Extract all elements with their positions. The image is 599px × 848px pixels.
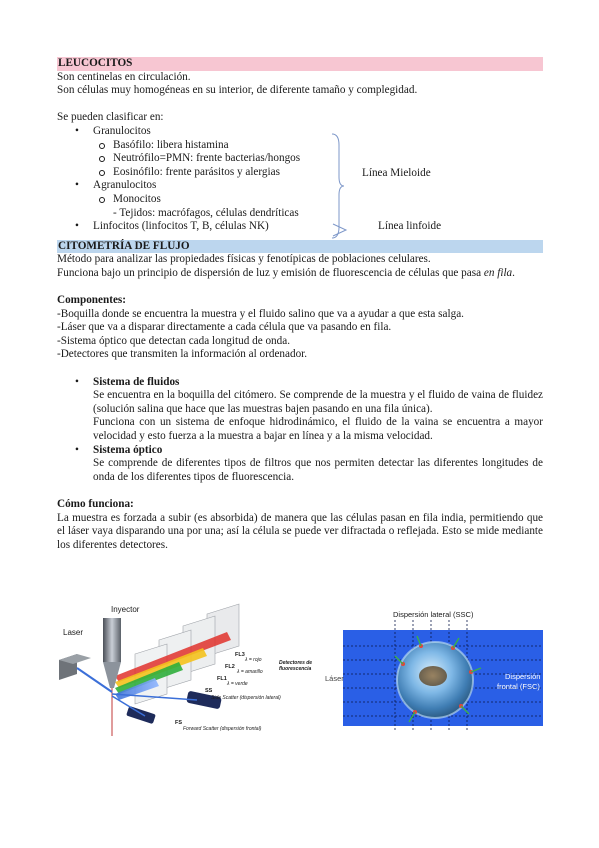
paragraph: Se pueden clasificar en: [57,111,164,124]
list-subitem: Basófilo: libera histamina [57,139,543,153]
subheading-como-funciona: Cómo funciona: [57,498,134,510]
fsc-label-line1: Dispersión [505,672,541,681]
list-item-sistema-optico: • Sistema óptico Se comprende de diferentes tipos de filtros que nos permiten detectar las diferentes longitudes de onda de los diferentes tipos de fluorescencia. [75,443,543,483]
component-item: -Láser que va a disparar directamente a cada célula que va pasando en fila. [57,321,392,334]
ss-label: SS [205,688,213,694]
side-scatter-label: Side Scatter (dispersión lateral) [211,695,281,701]
fs-label: FS [175,720,183,726]
cytometer-illustration [57,602,317,738]
paragraph: Son células muy homogéneas en su interior, de diferente tamaño y complegidad. [57,84,418,97]
list-subitem: Eosinófilo: frente parásitos y alergias [57,166,543,180]
list-item: • Agranulocitos [57,179,543,193]
document-page [57,57,543,552]
linea-mieloide-label: Línea Mieloide [362,166,431,179]
paragraph: Método para analizar las propiedades físicas y fenotípicas de poblaciones celulares. [57,253,431,266]
cell-scatter-illustration [325,602,543,738]
fl2-label: FL2 [225,664,235,670]
linfoide-arrow [332,223,348,237]
detectores-label: Detectores de fluorescencia [279,660,313,672]
classification-list [57,125,543,234]
component-item: -Detectores que transmiten la información al ordenador. [57,348,308,361]
linea-linfoide-label: Línea linfoide [378,219,442,232]
paragraph: La muestra es forzada a subir (es absorbida) de manera que las células pasan en fila india, permitiendo que el láser vaya disparando una por una; así la célula se puede ver difractada o reflejada. Esto se mide mediante los diferentes detectores. [57,511,543,551]
fl3-label: FL3 [235,652,245,658]
list-subitem: - Tejidos: macrófagos, células dendríticas [113,206,299,219]
list-subitem: Monocitos [57,193,543,207]
figures-row [57,602,543,738]
ssc-label: Dispersión lateral (SSC) [393,610,474,619]
section-title-leucocitos: LEUCOCITOS [57,57,543,71]
subheading-componentes: Componentes: [57,294,126,307]
lambda-amarillo-label: λ = amarillo [237,669,263,675]
fl1-label: FL1 [217,676,227,682]
forward-scatter-label: Forward Scatter (dispersión frontal) [183,726,262,732]
component-item: -Boquilla donde se encuentra la muestra y el fluido salino que va a ayudar a que esta salga. [57,307,464,320]
list-item-sistema-fluidos: • Sistema de fluidos Se encuentra en la boquilla del citómero. Se comprende de la muestra y el fluido de vaina de fluidez (solución salina que hace que las muestras bajen pasando en una fila única). Funciona con un sistema de enfoque hidrodinámico, el fluido de la vaina se encuentra a mayor velocidad y esto fuerza a la muestra a bajar en línea y a la misma velocidad. [75,375,543,443]
lambda-rojo-label: λ = rojo [245,657,262,663]
paragraph: Son centinelas en circulación. [57,70,191,83]
cell-scatter-figure [325,602,543,738]
laser-label: Láser [325,674,344,683]
component-item: -Sistema óptico que detectan cada longitud de onda. [57,334,290,347]
list-item: • Linfocitos (linfocitos T, B, células NK) [57,220,543,234]
laser-label: Laser [63,628,84,637]
paragraph: Funciona bajo un principio de dispersión de luz y emisión de fluorescencia de células que pasa en fila. [57,266,515,279]
cytometer-optics-figure [57,602,317,738]
list-item: • Granulocitos [57,125,543,139]
list-subitem: Neutrófilo=PMN: frente bacterias/hongos [57,152,543,166]
section-title-citometria: CITOMETRÍA DE FLUJO [57,240,543,254]
lambda-verde-label: λ = verde [227,681,248,687]
fsc-label-line2: frontal (FSC) [497,682,540,691]
inyector-label: Inyector [111,605,140,614]
